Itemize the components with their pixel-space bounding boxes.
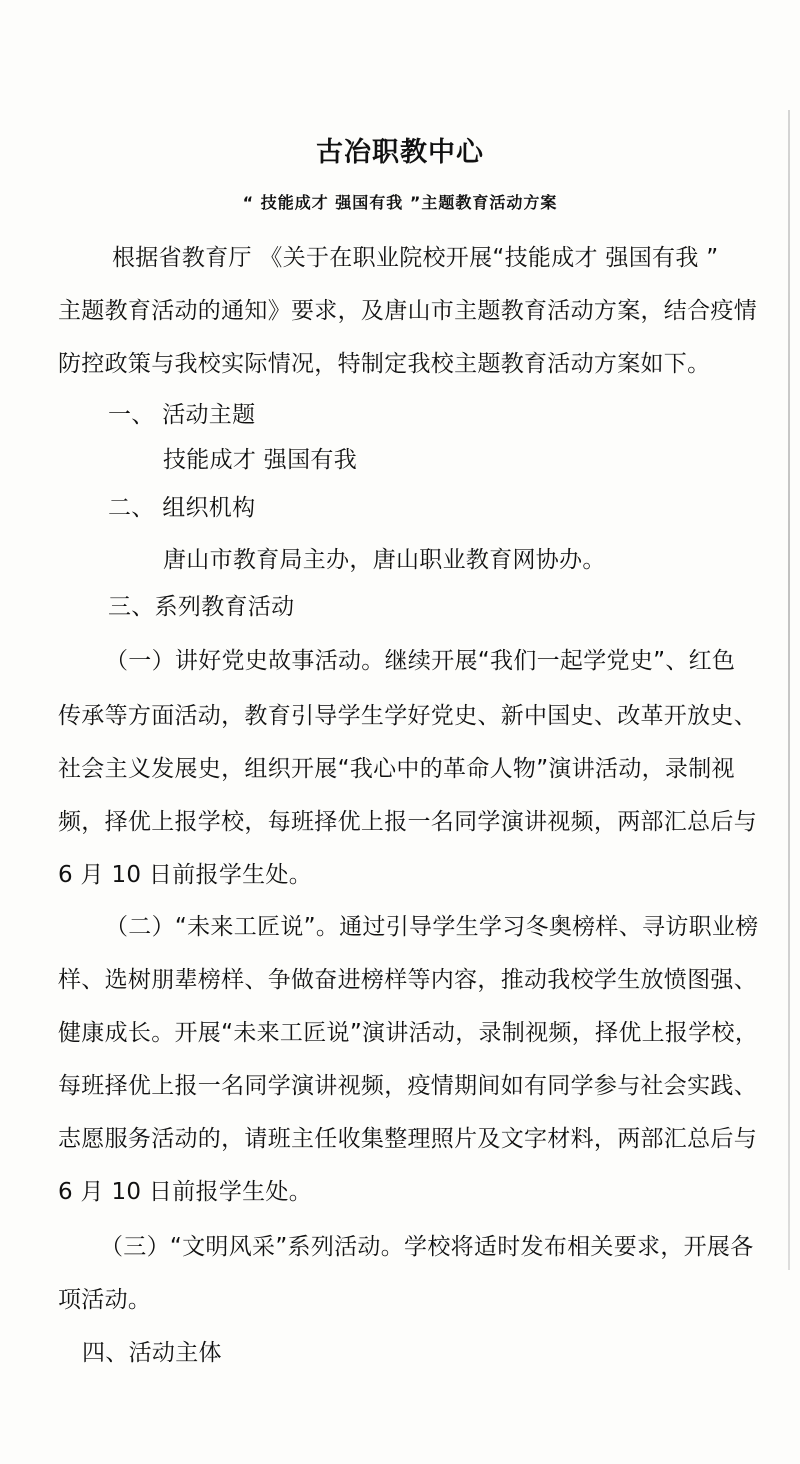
section-3-heading: 三、系列教育活动 [108, 594, 295, 620]
document-subtitle: “ 技能成才 强国有我 ”主题教育活动方案 [242, 193, 558, 212]
document-title: 古冶职教中心 [316, 137, 484, 168]
activity-3-line-2: 项活动。 [58, 1287, 152, 1313]
section-1-heading: 一、 活动主题 [108, 402, 256, 428]
activity-2-line-1: （二）“未来工匠说”。通过引导学生学习冬奥榜样、寻访职业榜 [105, 914, 759, 940]
section-2-body: 唐山市教育局主办，唐山职业教育网协办。 [163, 547, 606, 573]
intro-line-1: 根据省教育厅 《关于在职业院校开展“技能成才 强国有我 ” [112, 245, 719, 271]
activity-2-line-6: 6 月 10 日前报学生处。 [58, 1179, 313, 1205]
activity-1-line-1: （一）讲好党史故事活动。继续开展“我们一起学党史”、红色 [105, 648, 736, 674]
activity-2-line-4: 每班择优上报一名同学演讲视频，疫情期间如有同学参与社会实践、 [58, 1073, 757, 1099]
activity-3-line-1: （三）“文明风采”系列活动。学校将适时发布相关要求，开展各 [100, 1234, 754, 1260]
section-4-heading: 四、活动主体 [82, 1340, 222, 1366]
activity-1-line-3: 社会主义发展史，组织开展“我心中的革命人物”演讲活动，录制视 [58, 756, 735, 782]
intro-line-3: 防控政策与我校实际情况，特制定我校主题教育活动方案如下。 [58, 351, 711, 377]
activity-1-line-4: 频，择优上报学校，每班择优上报一名同学演讲视频，两部汇总后与 [58, 809, 757, 835]
section-1-body: 技能成才 强国有我 [163, 447, 358, 473]
intro-line-2: 主题教育活动的通知》要求，及唐山市主题教育活动方案，结合疫情 [58, 298, 757, 324]
activity-1-line-2: 传承等方面活动，教育引导学生学好党史、新中国史、改革开放史、 [58, 703, 757, 729]
activity-2-line-5: 志愿服务活动的，请班主任收集整理照片及文字材料，两部汇总后与 [58, 1126, 757, 1152]
activity-2-line-2: 样、选树朋辈榜样、争做奋进榜样等内容，推动我校学生放愤图强、 [58, 967, 757, 993]
scan-edge-mark [788, 110, 790, 1270]
activity-1-line-5: 6 月 10 日前报学生处。 [58, 862, 313, 888]
section-2-heading: 二、 组织机构 [108, 495, 256, 521]
activity-2-line-3: 健康成长。开展“未来工匠说”演讲活动，录制视频，择优上报学校， [58, 1020, 759, 1046]
